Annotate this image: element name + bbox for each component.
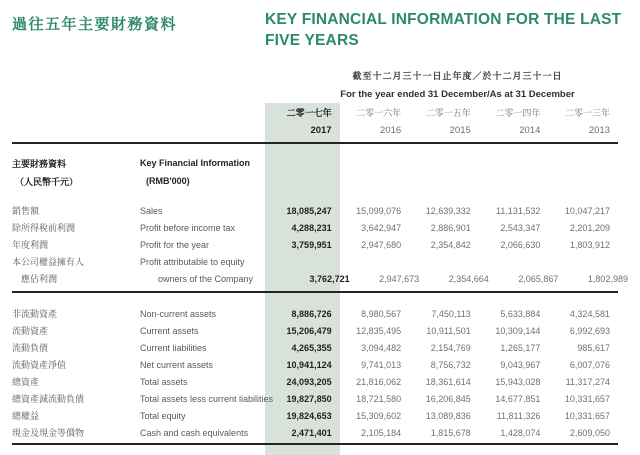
row-label-english: Net current assets <box>140 359 214 370</box>
row-label-english: Cash and cash equivalents <box>140 427 249 438</box>
row-header-en-line2: (RMB'000) <box>146 176 190 186</box>
row-label-english: Profit before income tax <box>140 222 236 233</box>
year-label-2017: 2017 <box>310 124 332 136</box>
year-label-chinese-2015: 二零一五年 <box>425 107 471 118</box>
value-cell-2013: 1,803,912 <box>569 239 610 250</box>
row-label-chinese: 總權益 <box>12 411 40 421</box>
value-cell-2014: 10,309,144 <box>495 325 541 336</box>
row-label-english: Profit for the year <box>140 239 210 250</box>
table-section-income <box>12 202 628 287</box>
value-cell-2014: 11,131,532 <box>495 205 541 216</box>
value-cell-2015: 1,815,678 <box>430 427 471 438</box>
value-cell-2017: 18,085,247 <box>286 205 332 216</box>
table-row <box>12 253 618 270</box>
value-cell-2013: 985,617 <box>577 342 610 353</box>
page-title-chinese: 過往五年主要財務資料 <box>12 16 178 33</box>
year-label-chinese-2013: 二零一三年 <box>564 107 610 118</box>
value-cell-2017: 3,759,951 <box>291 239 332 250</box>
value-cell-2013: 6,992,693 <box>569 325 610 336</box>
table-row <box>12 305 618 322</box>
value-cell-2016: 21,816,062 <box>356 376 402 387</box>
value-cell-2014: 2,543,347 <box>500 222 541 233</box>
year-label-2015: 2015 <box>449 124 471 136</box>
value-cell-2017: 24,093,205 <box>286 376 332 387</box>
value-cell-2013: 10,331,657 <box>564 410 610 421</box>
table-row <box>12 407 618 424</box>
row-label-chinese: 應佔利潤 <box>21 274 58 284</box>
row-label-chinese: 總資產 <box>12 377 40 387</box>
year-label-chinese-2017: 二零一七年 <box>286 107 332 118</box>
value-cell-2013: 10,047,217 <box>564 205 610 216</box>
value-cell-2016: 15,309,602 <box>356 410 402 421</box>
table-row <box>12 202 618 219</box>
table-row <box>12 219 618 236</box>
value-cell-2016: 15,099,076 <box>356 205 402 216</box>
table-row <box>12 270 628 287</box>
value-cell-2013: 2,201,209 <box>569 222 610 233</box>
period-label-english: For the year ended 31 December/As at 31 December <box>340 89 575 100</box>
spacer <box>12 190 618 202</box>
row-label-chinese: 流動負債 <box>12 343 49 353</box>
value-cell-2015: 7,450,113 <box>431 308 471 319</box>
value-cell-2013: 6,007,076 <box>569 359 610 370</box>
row-label-chinese: 銷售額 <box>12 206 40 216</box>
value-cell-2014: 15,943,028 <box>495 376 541 387</box>
value-cell-2017: 8,886,726 <box>291 308 332 319</box>
period-header <box>295 69 620 100</box>
value-cell-2015: 13,089,836 <box>425 410 471 421</box>
row-label-english: Total assets <box>140 376 188 387</box>
value-cell-2016: 18,721,580 <box>356 393 402 404</box>
value-cell-2015: 2,886,901 <box>430 222 471 233</box>
value-cell-2016: 2,947,673 <box>379 273 420 284</box>
value-cell-2013: 11,317,274 <box>565 376 610 387</box>
value-cell-2017: 4,288,231 <box>291 222 332 233</box>
table-row <box>12 390 618 407</box>
year-header-row-chinese <box>12 103 618 121</box>
row-label-english: owners of the Company <box>158 273 254 284</box>
value-cell-2013: 1,802,989 <box>587 273 628 284</box>
table-section-balance <box>12 305 618 441</box>
table-row <box>12 339 618 356</box>
value-cell-2015: 16,206,845 <box>425 393 471 404</box>
table-row <box>12 322 618 339</box>
value-cell-2014: 14,677,851 <box>495 393 541 404</box>
value-cell-2016: 9,741,013 <box>361 359 402 370</box>
spacer <box>12 293 618 305</box>
value-cell-2014: 2,066,630 <box>500 239 541 250</box>
table-row-header-line2 <box>12 172 618 190</box>
row-label-chinese: 總資產減流動負債 <box>12 394 85 404</box>
year-label-2013: 2013 <box>588 124 610 136</box>
row-label-chinese: 非流動資產 <box>12 309 58 319</box>
table-row <box>12 424 618 441</box>
value-cell-2014: 1,265,177 <box>500 342 541 353</box>
table-rule-bottom <box>12 443 618 445</box>
page-title-english: KEY FINANCIAL INFORMATION FOR THE LAST FIVE YEARS <box>265 11 622 49</box>
value-cell-2017: 15,206,479 <box>286 325 332 336</box>
value-cell-2015: 2,154,769 <box>430 342 471 353</box>
row-label-english: Sales <box>140 205 163 216</box>
year-label-chinese-2016: 二零一六年 <box>356 107 402 118</box>
row-label-english: Non-current assets <box>140 308 217 319</box>
value-cell-2015: 8,756,732 <box>430 359 471 370</box>
value-cell-2015: 12,639,332 <box>425 205 471 216</box>
row-label-chinese: 現金及現金等價物 <box>12 428 85 438</box>
value-cell-2015: 10,911,501 <box>426 325 471 336</box>
financial-table <box>12 103 628 445</box>
table-row <box>12 373 618 390</box>
row-label-chinese: 流動資產 <box>12 326 49 336</box>
value-cell-2013: 4,324,581 <box>569 308 610 319</box>
row-label-english: Profit attributable to equity <box>140 256 245 267</box>
value-cell-2016: 2,105,184 <box>361 427 402 438</box>
value-cell-2013: 10,331,657 <box>564 393 610 404</box>
row-header-cn-line1: 主要財務資料 <box>12 158 67 169</box>
row-label-english: Total assets less current liabilities <box>140 393 274 404</box>
row-label-english: Total equity <box>140 410 186 421</box>
row-label-chinese: 流動資產淨值 <box>12 360 67 370</box>
year-label-2014: 2014 <box>519 124 541 136</box>
value-cell-2016: 3,094,482 <box>361 342 402 353</box>
value-cell-2014: 1,428,074 <box>500 427 541 438</box>
value-cell-2017: 19,827,850 <box>286 393 332 404</box>
value-cell-2017: 4,265,355 <box>291 342 332 353</box>
row-header-cn-line2: （人民幣千元） <box>15 176 79 187</box>
value-cell-2017: 2,471,401 <box>291 427 332 438</box>
period-label-chinese: 截至十二月三十一日止年度／於十二月三十一日 <box>352 71 563 81</box>
value-cell-2016: 8,980,567 <box>361 308 402 319</box>
row-header-en-line1: Key Financial Information <box>140 158 251 168</box>
value-cell-2015: 2,354,842 <box>430 239 471 250</box>
value-cell-2017: 19,824,653 <box>286 410 332 421</box>
value-cell-2014: 11,811,326 <box>496 410 541 421</box>
value-cell-2017: 10,941,124 <box>286 359 332 370</box>
value-cell-2017: 3,762,721 <box>309 273 350 284</box>
row-label-english: Current liabilities <box>140 342 207 353</box>
table-row-header-line1 <box>12 154 618 172</box>
value-cell-2014: 5,633,884 <box>500 308 541 319</box>
year-label-2016: 2016 <box>380 124 402 136</box>
row-label-chinese: 年度利潤 <box>12 240 49 250</box>
table-row <box>12 236 618 253</box>
row-label-chinese: 除所得稅前利潤 <box>12 223 76 233</box>
value-cell-2016: 12,835,495 <box>356 325 402 336</box>
value-cell-2016: 2,947,680 <box>361 239 402 250</box>
row-label-chinese: 本公司權益擁有人 <box>12 257 85 267</box>
value-cell-2014: 2,065,867 <box>518 273 559 284</box>
spacer <box>12 144 618 154</box>
value-cell-2013: 2,609,050 <box>569 427 610 438</box>
value-cell-2016: 3,642,947 <box>361 222 402 233</box>
row-label-english: Current assets <box>140 325 199 336</box>
year-header-row-numeric <box>12 121 618 139</box>
value-cell-2015: 18,361,614 <box>425 376 471 387</box>
value-cell-2015: 2,354,664 <box>448 273 489 284</box>
table-row <box>12 356 618 373</box>
value-cell-2014: 9,043,967 <box>500 359 541 370</box>
year-label-chinese-2014: 二零一四年 <box>495 107 541 118</box>
